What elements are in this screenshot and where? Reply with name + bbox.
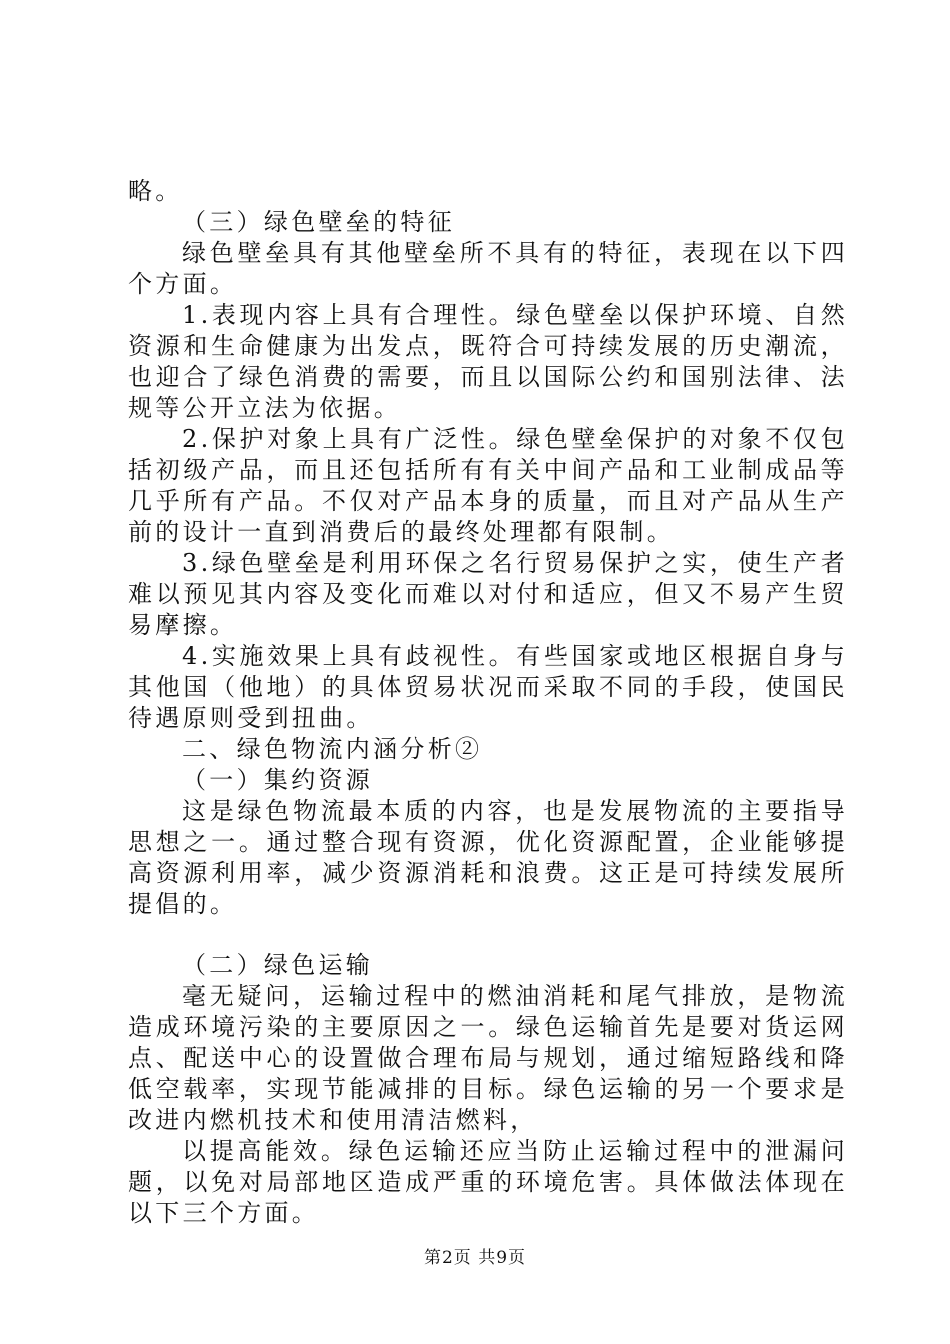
paragraph-item-3: 3.绿色壁垒是利用环保之名行贸易保护之实，使生产者难以预见其内容及变化而难以对付和适应，但又不易产生贸易摩擦。 bbox=[128, 549, 848, 639]
section-heading-green-barrier-features: （三）绿色壁垒的特征 bbox=[182, 208, 455, 236]
document-body bbox=[128, 176, 848, 1229]
subsection-heading-resources: （一）集约资源 bbox=[182, 766, 374, 794]
paragraph-item-4: 4.实施效果上具有歧视性。有些国家或地区根据自身与其他国（他地）的具体贸易状况而采取不同的手段，使国民待遇原则受到扭曲。 bbox=[128, 642, 848, 732]
paragraph-features-intro: 绿色壁垒具有其他壁垒所不具有的特征，表现在以下四个方面。 bbox=[128, 239, 848, 298]
paragraph-item-2: 2.保护对象上具有广泛性。绿色壁垒保护的对象不仅包括初级产品，而且还包括所有有关中间产品和工业制成品等几乎所有产品。不仅对产品本身的质量，而且对产品从生产前的设计一直到消费后的最终处理都有限制。 bbox=[128, 425, 848, 546]
page-footer: 第2页 共9页 bbox=[423, 1248, 527, 1268]
paragraph-resources: 这是绿色物流最本质的内容，也是发展物流的主要指导思想之一。通过整合现有资源，优化资源配置，企业能够提高资源利用率，减少资源消耗和浪费。这正是可持续发展所提倡的。 bbox=[128, 797, 848, 918]
paragraph-item-1: 1.表现内容上具有合理性。绿色壁垒以保护环境、自然资源和生命健康为出发点，既符合可持续发展的历史潮流，也迎合了绿色消费的需要，而且以国际公约和国别法律、法规等公开立法为依据。 bbox=[128, 301, 848, 422]
section-heading-green-logistics: 二、绿色物流内涵分析② bbox=[182, 735, 483, 763]
paragraph-green-transport-continued: 以提高能效。绿色运输还应当防止运输过程中的泄漏问题，以免对局部地区造成严重的环境危害。具体做法体现在以下三个方面。 bbox=[128, 1137, 848, 1227]
subsection-heading-green-transport: （二）绿色运输 bbox=[182, 951, 374, 979]
paragraph-continuation: 略。 bbox=[128, 177, 183, 205]
paragraph-green-transport: 毫无疑问，运输过程中的燃油消耗和尾气排放，是物流造成环境污染的主要原因之一。绿色运输首先是要对货运网点、配送中心的设置做合理布局与规划，通过缩短路线和降低空载率，实现节能减排的目标。绿色运输的另一个要求是改进内燃机技术和使用清洁燃料， bbox=[128, 982, 848, 1134]
